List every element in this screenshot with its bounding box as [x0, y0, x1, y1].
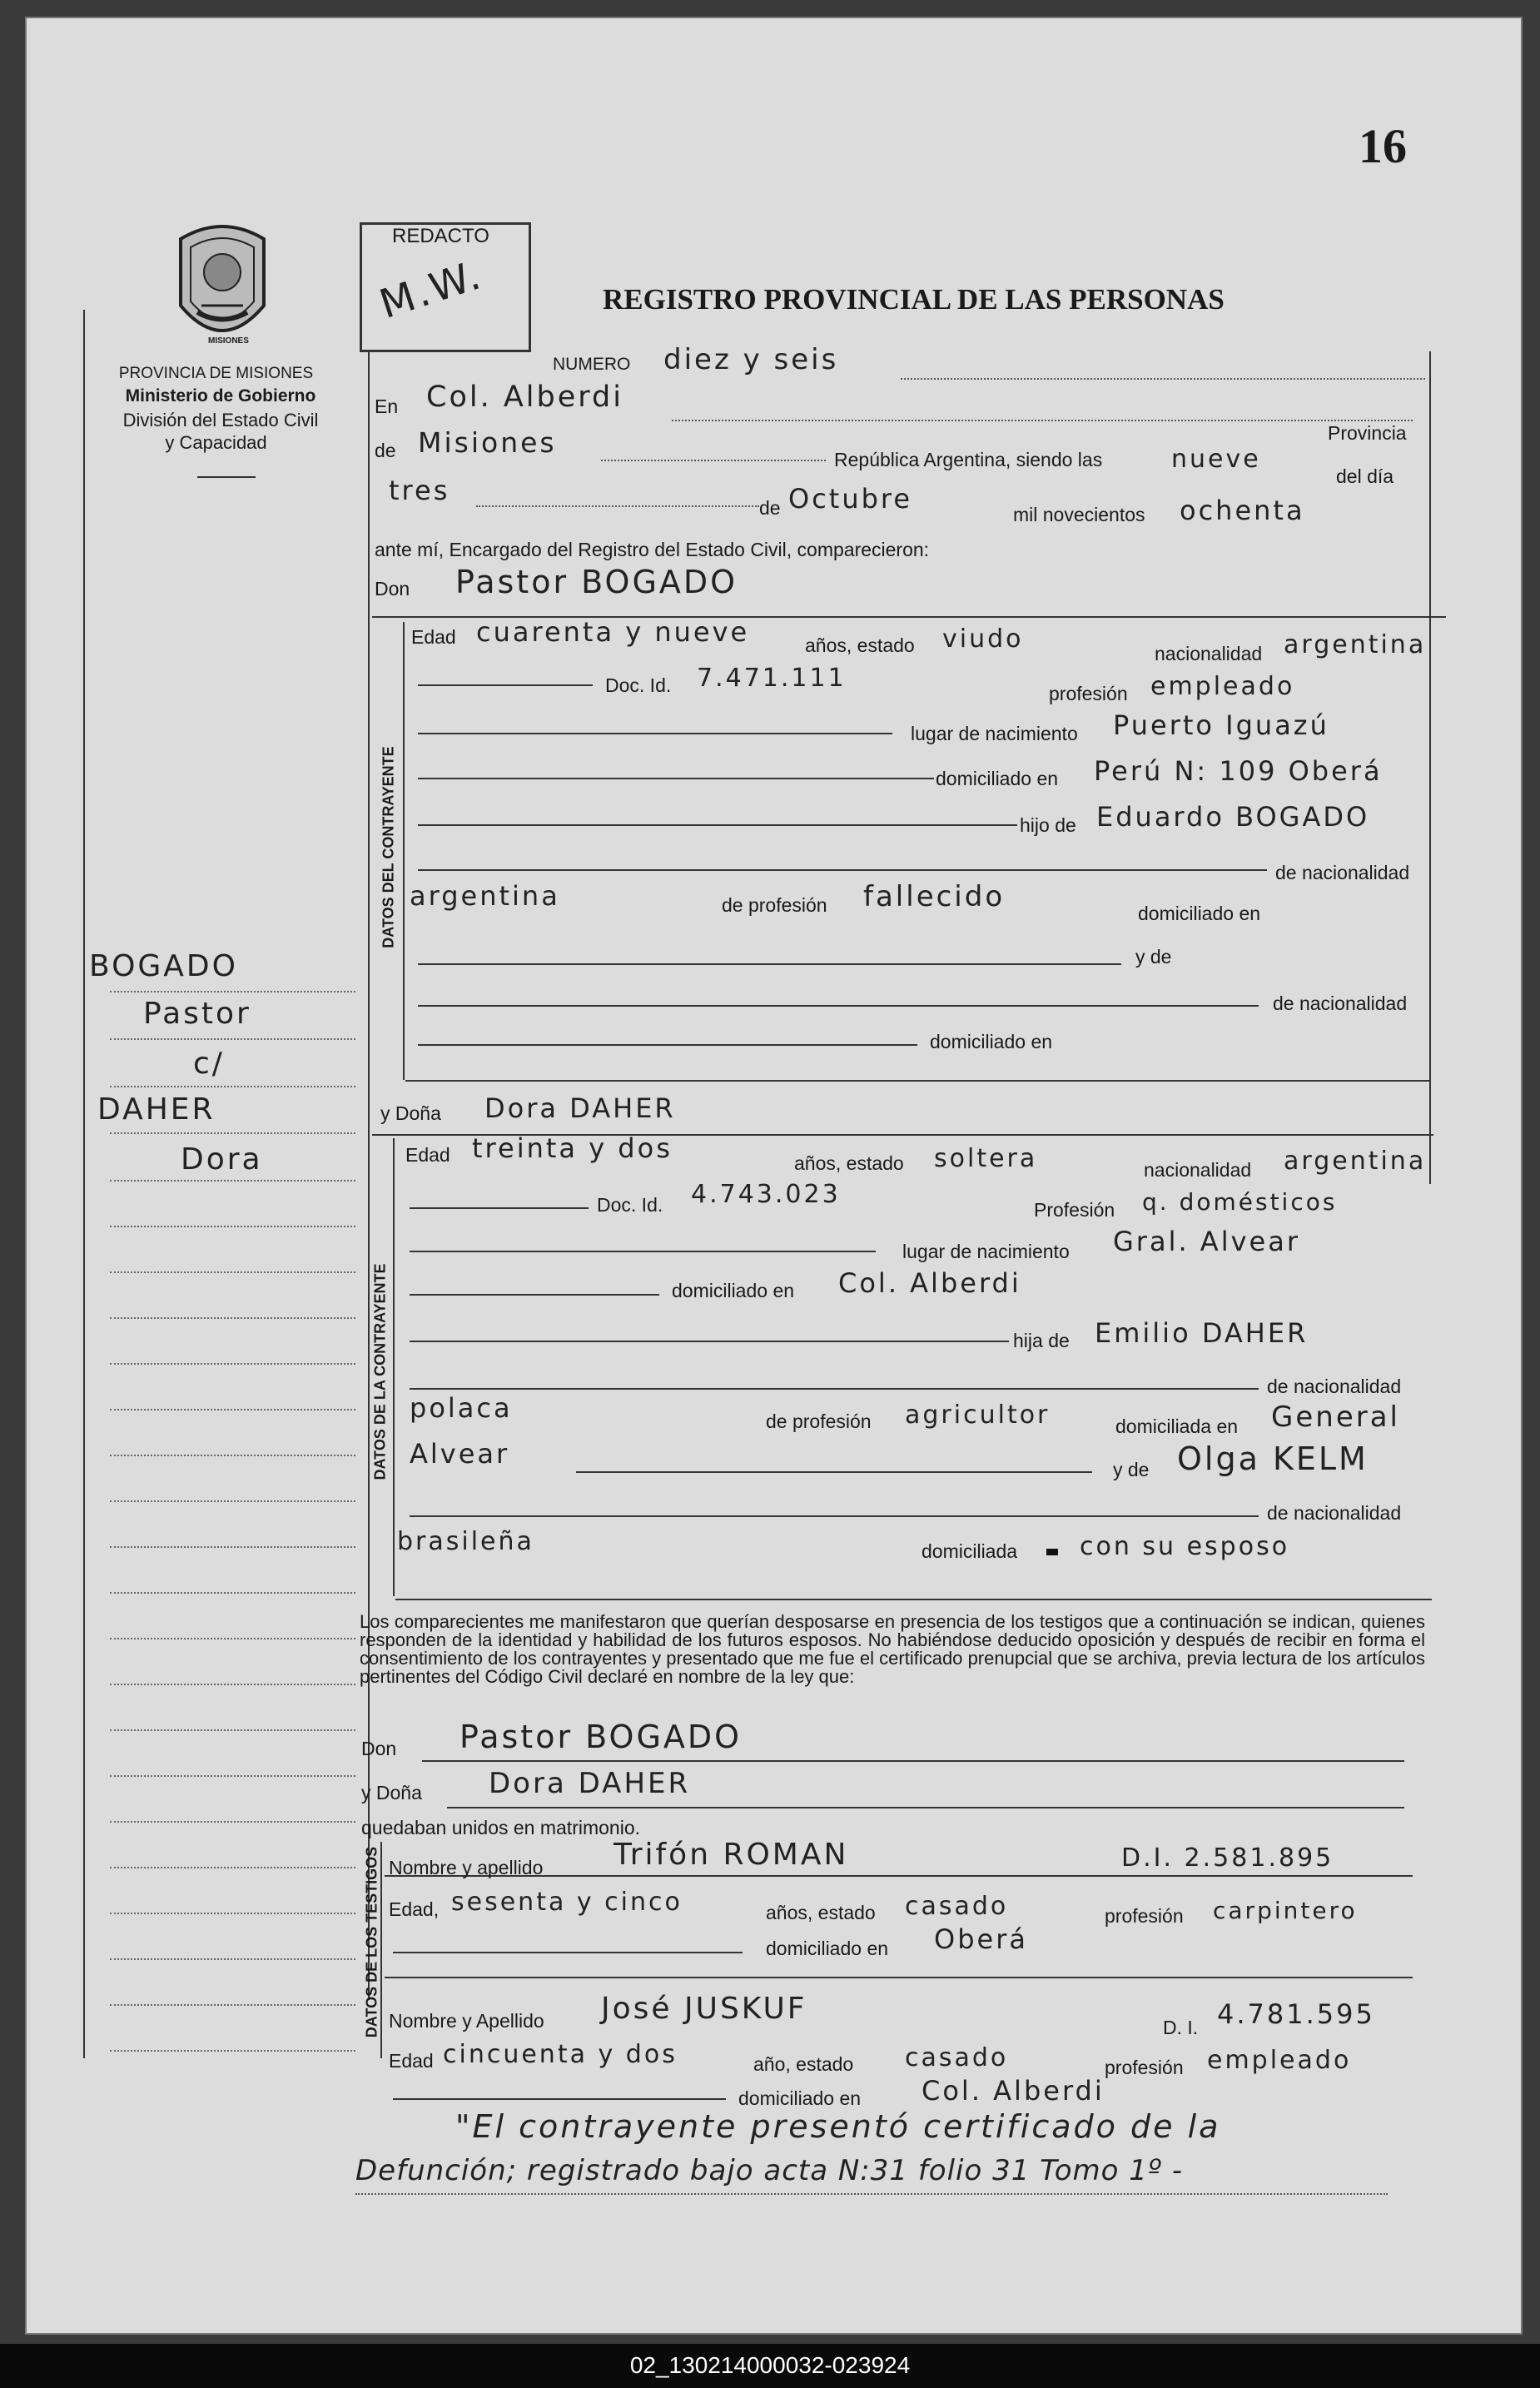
margin-line [110, 1638, 355, 1639]
w1-estado: casado [905, 1892, 1009, 1921]
en-label: En [375, 396, 399, 417]
page-number: 16 [1359, 119, 1407, 173]
seal-label: MISIONES [208, 336, 249, 346]
del-dia-label: del día [1336, 465, 1394, 487]
margin-note-line3: c/ [193, 1047, 225, 1081]
numero-value: diez y seis [663, 343, 839, 376]
en-line [672, 420, 1413, 421]
w2-dom-lead [393, 2098, 726, 2100]
groom-y-de-label: y de [1135, 946, 1172, 968]
w2-dom-label: domiciliado en [738, 2087, 862, 2109]
de-line [601, 460, 826, 461]
page-title: REGISTRO PROVINCIAL DE LAS PERSONAS [603, 283, 1225, 316]
bride-de-nac-label: de nacionalidad [1267, 1376, 1402, 1397]
w1-profesion-label: profesión [1105, 1905, 1184, 1927]
bride-hija-lead [410, 1341, 1009, 1342]
margin-line [110, 1867, 355, 1868]
bride-dom-label: domiciliada en [1115, 1415, 1239, 1437]
margin-line [110, 1038, 355, 1040]
bride-y-de-lead [576, 1471, 1092, 1473]
hora-value: nueve [1171, 445, 1261, 474]
stamp-initials: M.W. [374, 251, 489, 329]
w2-edad: cincuenta y dos [443, 2040, 678, 2069]
footer-id: 02_130214000032-023924 [629, 2352, 911, 2378]
groom-side-label: DATOS DEL CONTRAYENTE [380, 746, 397, 948]
w2-nombre-label: Nombre y Apellido [389, 2010, 544, 2032]
w2-estado: casado [905, 2043, 1009, 2072]
witness-side-label: DATOS DE LOS TESTIGOS [363, 1846, 380, 2038]
groom-padre-nac: argentina [410, 880, 560, 912]
declaration-dona-value: Dora DAHER [489, 1767, 691, 1800]
org-divider [197, 476, 256, 478]
stamp-label: REDACTO [392, 225, 489, 247]
margin-note-line5: Dora [181, 1142, 263, 1177]
declaration-dona-rule [447, 1807, 1404, 1808]
margin-note-line2: Pastor [143, 997, 251, 1031]
mil-label: mil novecientos [1013, 504, 1145, 525]
groom-nac-lead [418, 869, 1267, 871]
footer-bar [0, 2344, 1540, 2388]
groom-name: Pastor BOGADO [455, 564, 738, 600]
org-line-2: Ministerio de Gobierno [125, 386, 316, 405]
groom-madre-dom-lead [418, 1044, 917, 1046]
de-mes-label: de [759, 497, 781, 519]
w2-di-label: D. I. [1163, 2017, 1199, 2038]
bullet-icon [1046, 1549, 1058, 1555]
org-line-1: PROVINCIA DE MISIONES [118, 365, 314, 382]
margin-note-line4: DAHER [97, 1092, 216, 1127]
bride-end-rule [395, 1599, 1432, 1600]
bride-side-label: DATOS DE LA CONTRAYENTE [371, 1263, 389, 1480]
de-value: Misiones [418, 426, 557, 459]
w1-anios-label: años, estado [766, 1902, 876, 1923]
form-right-border [1429, 351, 1431, 1184]
bride-nacionalidad-label: nacionalidad [1144, 1159, 1252, 1181]
margin-line [110, 1729, 355, 1731]
groom-anios-label: años, estado [805, 634, 915, 656]
margin-line [110, 1317, 355, 1319]
declaration-don-value: Pastor BOGADO [460, 1719, 743, 1755]
groom-hijo-lead [418, 824, 1017, 826]
groom-domicilio-label: domiciliado en [936, 768, 1059, 789]
w1-dom: Oberá [934, 1923, 1028, 1955]
w2-dom: Col. Alberdi [922, 2075, 1105, 2107]
ante-text: ante mí, Encargado del Registro del Estado Civil, comparecieron: [375, 539, 930, 560]
groom-hijo-label: hijo de [1020, 814, 1076, 836]
margin-line [110, 1592, 355, 1594]
bride-padre: Emilio DAHER [1095, 1317, 1309, 1349]
groom-madre-dom-label: domiciliado en [930, 1031, 1053, 1052]
margin-line [110, 991, 355, 993]
de-label: de [375, 440, 396, 461]
margin-line [110, 1913, 355, 1914]
bride-madre-dom-label: domiciliada [922, 1540, 1018, 1562]
groom-nacionalidad: argentina [1284, 630, 1427, 659]
seal-icon [164, 214, 281, 356]
groom-don-label: Don [375, 578, 410, 599]
margin-line [110, 1132, 355, 1134]
bride-madre: Olga KELM [1177, 1440, 1369, 1477]
bride-padre-dom: General [1271, 1400, 1400, 1434]
bride-madre-nac-lead [410, 1515, 1259, 1517]
margin-note-line1: BOGADO [89, 949, 238, 983]
bride-padre-prof: agricultor [905, 1400, 1051, 1430]
margin-line [110, 1180, 355, 1182]
redacto-stamp [360, 222, 531, 352]
w1-nombre-label: Nombre y apellido [389, 1857, 544, 1878]
margin-line [110, 1821, 355, 1823]
bride-domicilio-label: domiciliado en [672, 1280, 795, 1301]
dia-line [476, 505, 759, 507]
margin-line [110, 1958, 355, 1960]
numero-label: NUMERO [553, 355, 631, 374]
w1-profesion: carpintero [1213, 1897, 1358, 1924]
groom-lugar-label: lugar de nacimiento [911, 723, 1078, 744]
margin-line [110, 1775, 355, 1777]
groom-lugar-lead [418, 733, 892, 734]
w1-dom-label: domiciliado en [766, 1938, 889, 1959]
margin-line [110, 2004, 355, 2006]
bride-profesion: q. domésticos [1142, 1188, 1338, 1216]
groom-doc: 7.471.111 [697, 664, 847, 693]
bride-anios-label: años, estado [794, 1152, 904, 1174]
w1-dom-lead [393, 1952, 743, 1953]
groom-edad: cuarenta y nueve [476, 616, 750, 648]
groom-doc-lead [418, 684, 593, 686]
groom-padre-prof: fallecido [863, 880, 1006, 913]
bride-section-border [393, 1138, 395, 1596]
bride-padre-dom-2: Alvear [410, 1438, 510, 1470]
declaration-don-rule [422, 1760, 1404, 1762]
groom-madre-nac-label: de nacionalidad [1273, 993, 1408, 1014]
declaration-don-label: Don [361, 1738, 397, 1759]
groom-profesion-label: profesión [1049, 683, 1128, 704]
groom-doc-label: Doc. Id. [605, 674, 672, 696]
org-line-4: y Capacidad [165, 432, 267, 453]
declaration-text: Los comparecientes me manifestaron que querían desposarse en presencia de los testigos que a continuación se indican, quienes responden de la identidad y habilidad de los futuros esposos. No habiéndose deducido oposición y después de recibir en forma el consentimiento de los contrayentes y presentado que me fue el certificado prenupcial que se archiva, previa lectura de los artículos pertinentes del Código Civil declaré en nombre de la ley que: [360, 1611, 1425, 1687]
w1-di: D.I. 2.581.895 [1121, 1843, 1334, 1873]
bride-doc-label: Doc. Id. [597, 1194, 663, 1216]
margin-line [110, 1363, 355, 1365]
groom-estado: viudo [942, 624, 1024, 654]
groom-profesion: empleado [1150, 672, 1295, 701]
declaration-dona-label: y Doña [361, 1782, 422, 1803]
groom-domicilio: Perú N: 109 Oberá [1094, 755, 1383, 787]
margin-line [110, 1086, 355, 1087]
groom-padre: Eduardo BOGADO [1096, 801, 1370, 833]
bride-de-prof-label: de profesión [766, 1410, 872, 1432]
w1-nombre: Trifón ROMAN [614, 1838, 849, 1872]
anio-value: ochenta [1180, 495, 1305, 526]
margin-line [110, 1409, 355, 1410]
bride-edad: treinta y dos [472, 1132, 673, 1164]
w2-profesion-label: profesión [1105, 2057, 1184, 2078]
declaration-closing: quedaban unidos en matrimonio. [361, 1817, 641, 1838]
note-line-rule [355, 2193, 1388, 2195]
bride-madre-dom: con su esposo [1080, 1532, 1290, 1561]
groom-madre-nac-lead [418, 1005, 1259, 1007]
bride-nacionalidad: argentina [1284, 1147, 1427, 1176]
provincia-label: Provincia [1328, 422, 1407, 444]
groom-de-prof-label: de profesión [722, 894, 827, 916]
numero-line [901, 378, 1425, 380]
bride-name: Dora DAHER [484, 1092, 676, 1124]
bride-hija-label: hija de [1013, 1330, 1070, 1351]
margin-line [110, 1226, 355, 1227]
en-value: Col. Alberdi [426, 381, 623, 414]
groom-lugar: Puerto Iguazú [1113, 709, 1329, 741]
margin-line [110, 1684, 355, 1685]
bride-lugar: Gral. Alvear [1113, 1226, 1300, 1257]
dia-value: tres [389, 475, 450, 506]
margin-line [110, 1500, 355, 1502]
bride-doc-lead [410, 1207, 589, 1209]
groom-end-rule [405, 1080, 1429, 1082]
groom-dom-en-label: domiciliado en [1138, 903, 1261, 924]
w2-profesion: empleado [1207, 2046, 1352, 2075]
w2-edad-label: Edad [389, 2050, 434, 2072]
margin-line [110, 1546, 355, 1548]
mes-value: Octubre [788, 483, 913, 515]
groom-section-border [403, 622, 405, 1080]
org-line-3: División del Estado Civil [122, 410, 319, 430]
bride-madre-nac: brasileña [397, 1527, 534, 1556]
bride-nac-lead [410, 1388, 1259, 1390]
left-column-border [83, 310, 85, 2058]
bride-domicilio: Col. Alberdi [838, 1267, 1021, 1299]
w2-di: 4.781.595 [1217, 1998, 1375, 2030]
w2-anios-label: año, estado [753, 2053, 854, 2075]
bride-y-de-label: y de [1113, 1459, 1150, 1480]
margin-line [110, 1271, 355, 1273]
bride-dona-label: y Doña [380, 1102, 441, 1124]
bride-profesion-label: Profesión [1034, 1199, 1115, 1221]
document-page [25, 17, 1523, 2335]
bride-padre-nac: polaca [410, 1392, 513, 1424]
groom-dom-lead [418, 778, 934, 779]
bride-madre-nac-label: de nacionalidad [1267, 1502, 1402, 1524]
w1-edad: sesenta y cinco [451, 1888, 683, 1917]
note-line-2: Defunción; registrado bajo acta N:31 folio 31 Tomo 1º - [355, 2154, 1184, 2187]
groom-de-nac-label: de nacionalidad [1275, 862, 1410, 883]
margin-line [110, 2050, 355, 2052]
bride-lugar-label: lugar de nacimiento [902, 1241, 1070, 1262]
bride-dom-lead [410, 1294, 659, 1296]
margin-line [110, 1455, 355, 1456]
note-line-1: "El contrayente presentó certificado de la [455, 2108, 1221, 2145]
bride-estado: soltera [934, 1144, 1038, 1173]
groom-nacionalidad-label: nacionalidad [1155, 643, 1263, 664]
groom-edad-label: Edad [411, 626, 456, 648]
republica-label: República Argentina, siendo las [834, 449, 1103, 470]
w2-nombre: José JUSKUF [601, 1992, 807, 2026]
groom-y-de-lead [418, 963, 1121, 965]
w1-edad-label: Edad, [389, 1898, 440, 1920]
bride-doc: 4.743.023 [691, 1180, 841, 1209]
bride-edad-label: Edad [405, 1144, 450, 1166]
bride-lugar-lead [410, 1251, 876, 1252]
witness-mid-rule [385, 1977, 1413, 1978]
